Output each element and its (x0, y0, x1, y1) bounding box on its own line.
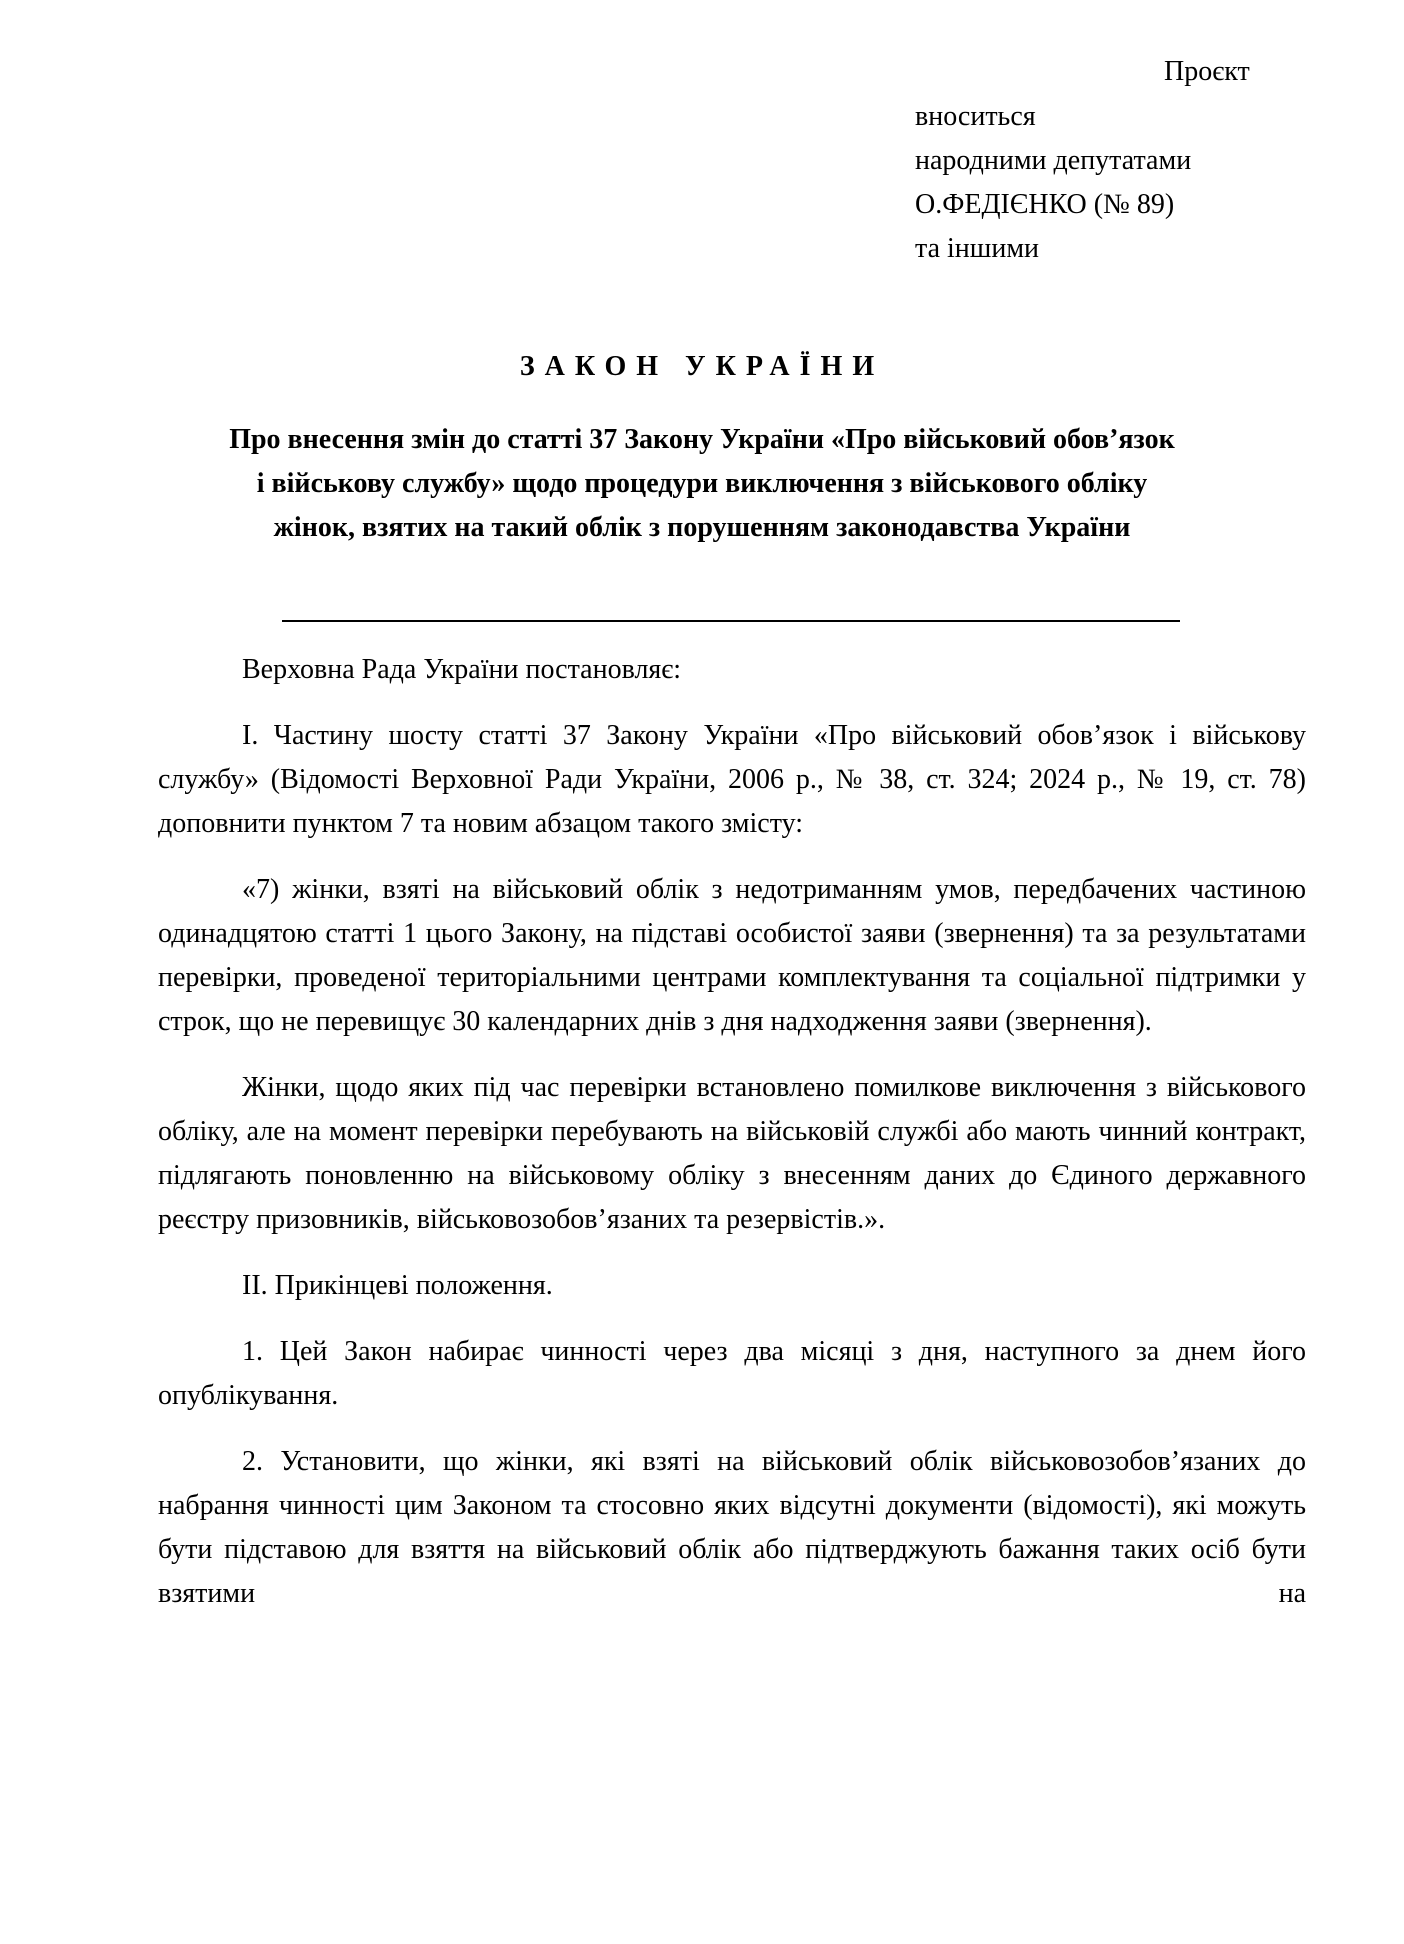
submitters-line: народними депутатами (915, 145, 1192, 176)
law-title-line: і військову службу» щодо процедури виключення з військового обліку (256, 468, 1148, 499)
law-heading: ЗАКОН УКРАЇНИ (519, 351, 885, 382)
paragraph-section-1: І. Частину шосту статті 37 Закону України «Про військовий обов’язок і військову службу» (Відомості Верховної Ради України, 2006 р., № 38, ст. 324; 2024 р., № 19, ст. 78) доповнити пунктом 7 та новим абзацом такого змісту: (158, 720, 1306, 839)
paragraph-final-1: 1. Цей Закон набирає чинності через два місяці з дня, наступного за днем його опублікування. (158, 1336, 1306, 1411)
submitters-line: та іншими (915, 233, 1040, 264)
submitters-line: вноситься (915, 101, 1036, 132)
draft-label: Проєкт (1164, 56, 1250, 87)
separator-line (282, 620, 1180, 622)
law-title (150, 418, 1254, 550)
paragraph-preamble: Верховна Рада України постановляє: (242, 654, 682, 685)
paragraph-item-7: «7) жінки, взяті на військовий облік з недотриманням умов, передбачених частиною одинадцятою статті 1 цього Закону, на підставі особистої заяви (звернення) та за результатами перевірки, проведеної територіальними центрами комплектування та соціальної підтримки у строк, що не перевищує 30 календарних днів з дня надходження заяви (звернення). (158, 874, 1306, 1037)
law-title-line: Про внесення змін до статті 37 Закону України «Про військовий обов’язок (229, 424, 1175, 455)
paragraph-section-2-heading: ІІ. Прикінцеві положення. (242, 1270, 553, 1301)
law-title-line: жінок, взятих на такий облік з порушенням законодавства України (273, 512, 1131, 543)
law-body (158, 648, 1306, 1638)
paragraph-final-2: 2. Установити, що жінки, які взяті на військовий облік військовозобов’язаних до набрання чинності цим Законом та стосовно яких відсутні документи (відомості), які можуть бути підставою для взяття на військовий облік або підтверджують бажання таких осіб бути взятими на (158, 1446, 1306, 1609)
paragraph-new-abzats: Жінки, щодо яких під час перевірки встановлено помилкове виключення з військового обліку, але на момент перевірки перебувають на військовій службі або мають чинний контракт, підлягають поновленню на військовому обліку з внесенням даних до Єдиного державного реєстру призовників, військовозобов’язаних та резервістів.». (158, 1072, 1306, 1235)
submitters-block (915, 95, 1191, 271)
submitters-line: О.ФЕДІЄНКО (№ 89) (915, 189, 1175, 220)
